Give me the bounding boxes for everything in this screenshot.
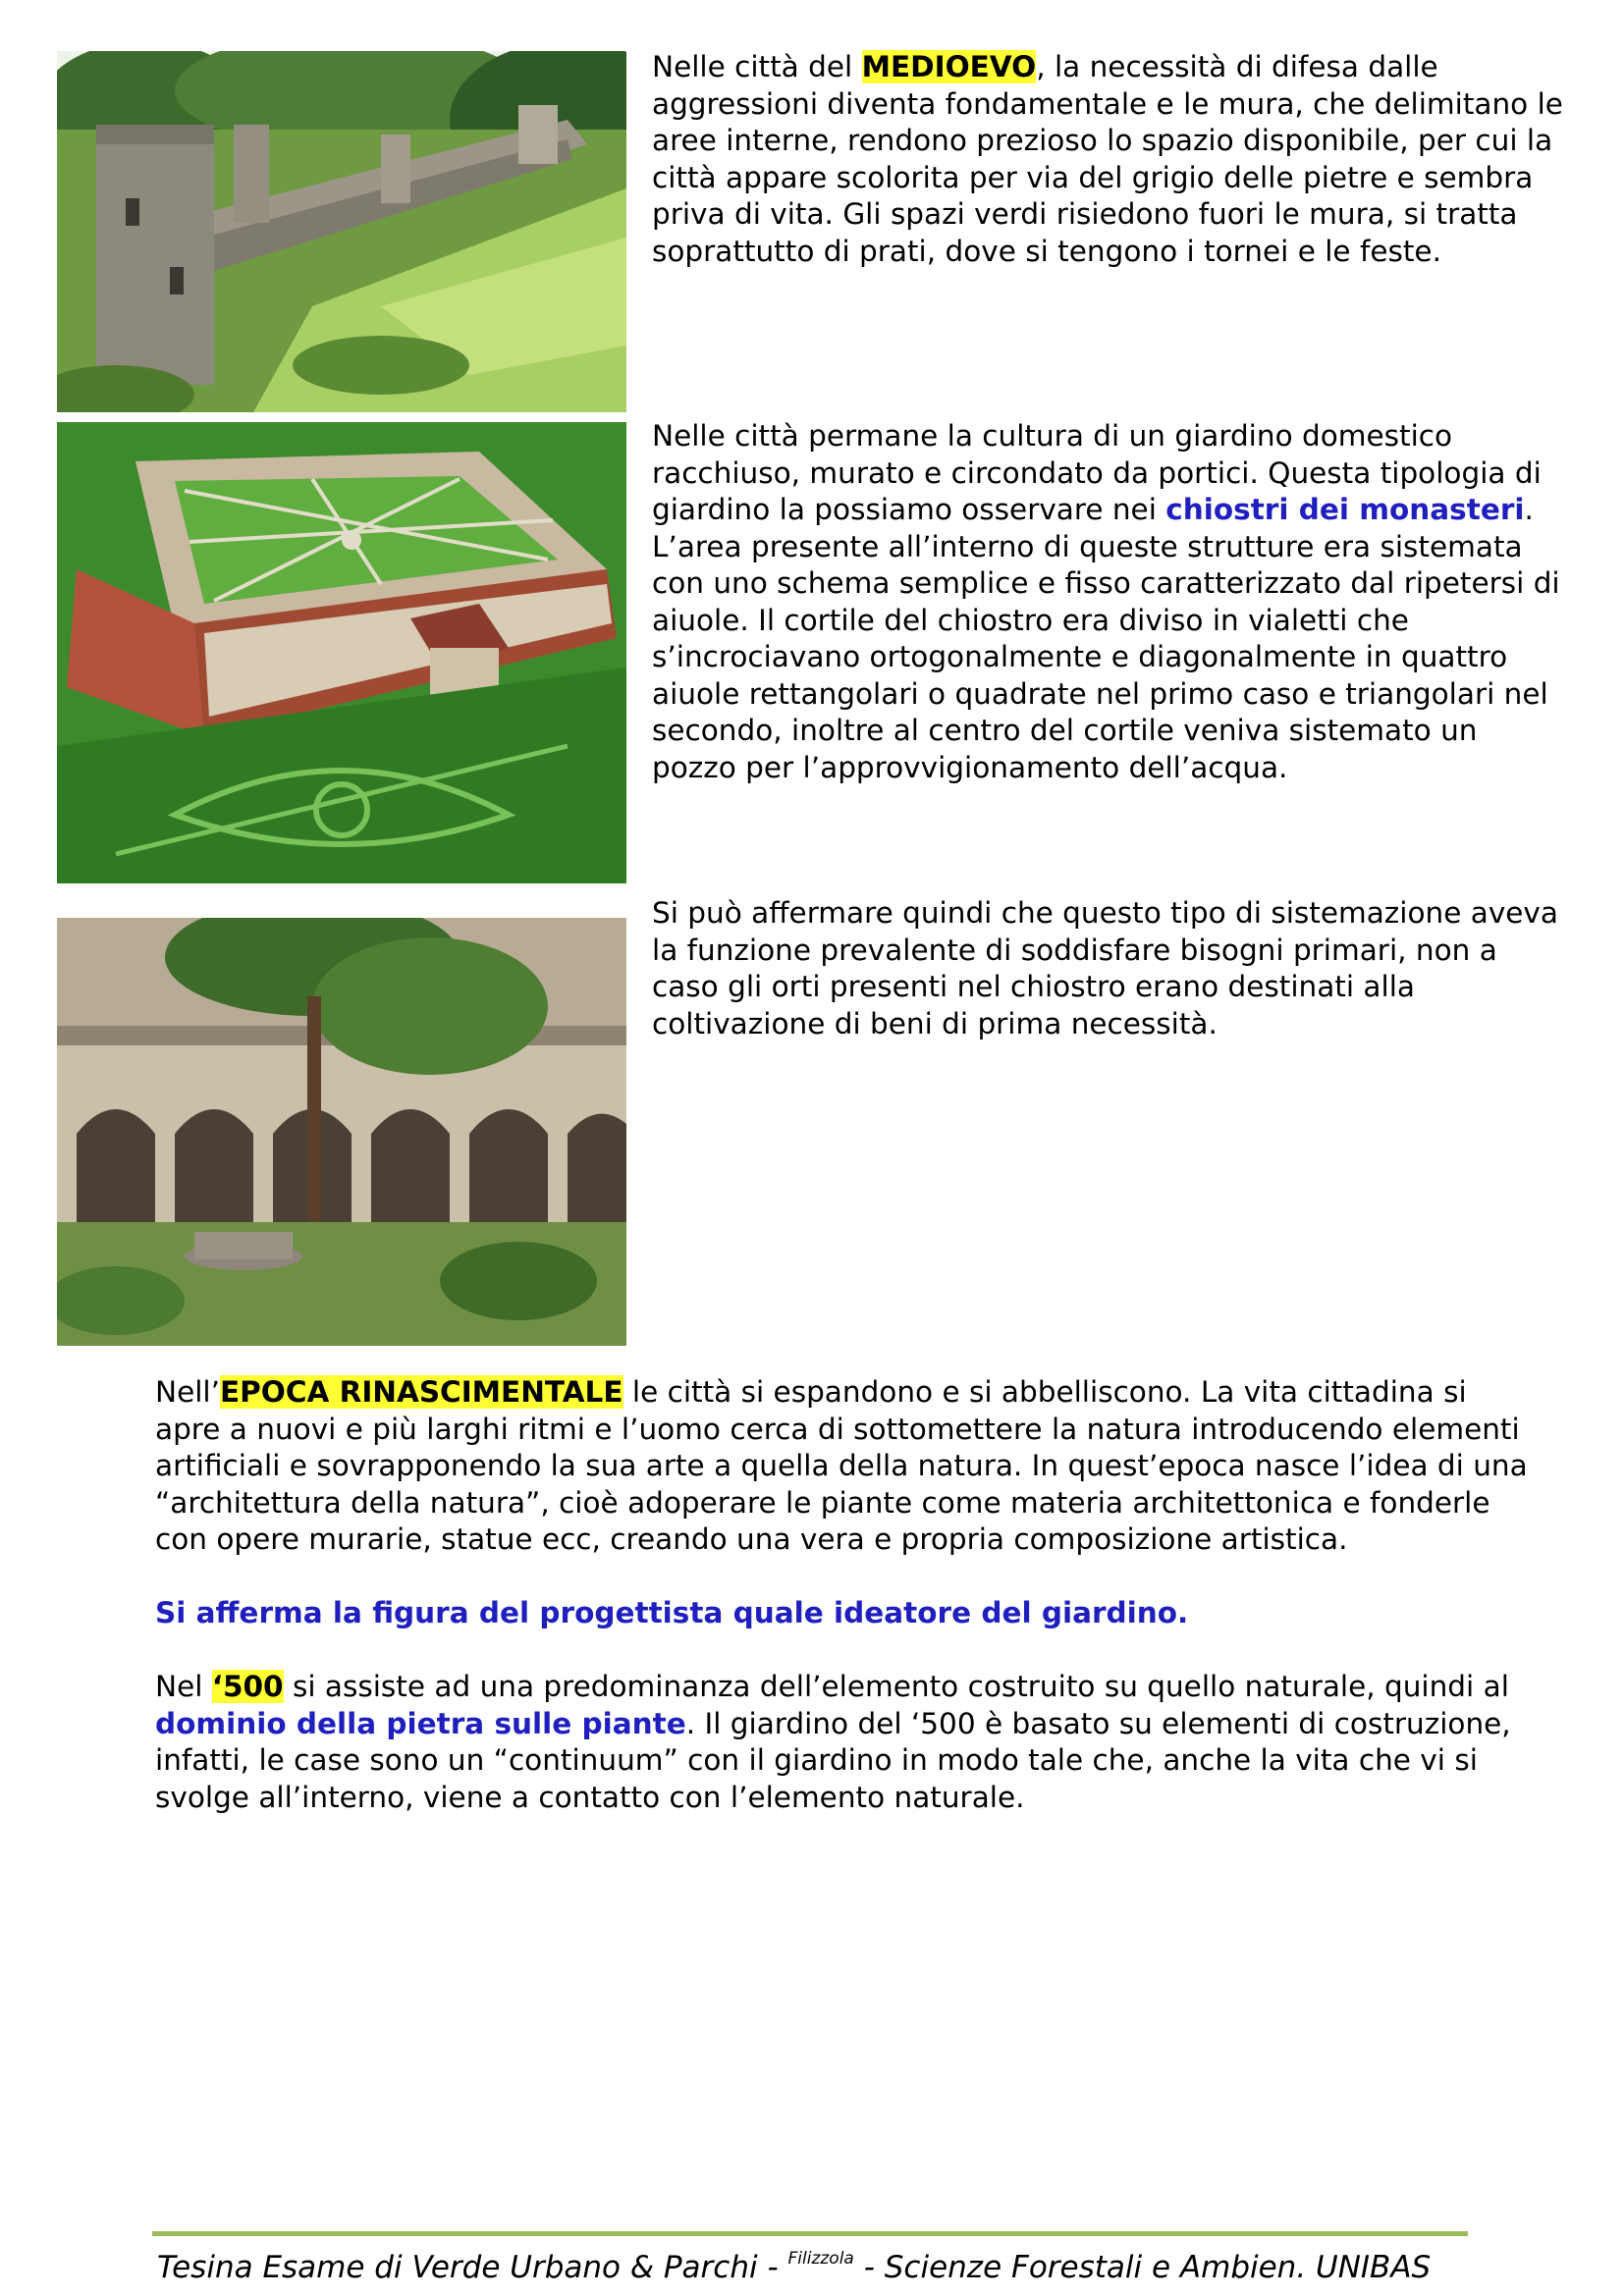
footer-author: Filizzola bbox=[787, 2249, 854, 2269]
emphasis-chiostri: chiostri dei monasteri bbox=[1165, 493, 1525, 526]
paragraph-rinascimento bbox=[155, 1374, 1530, 1559]
highlight-rinascimento: EPOCA RINASCIMENTALE bbox=[220, 1375, 623, 1409]
text-run: Nel bbox=[155, 1670, 212, 1703]
text-run: Nelle città del bbox=[652, 50, 862, 83]
text-run: , la necessità di difesa dalle aggressioni diventa fondamentale e le mura, che delimitano le aree interne, rendono prezioso lo spazio disponibile, per cui la città appare scolorita per via del grigio delle pietre e sembra priva di vita. Gli spazi verdi risiedono fuori le mura, si tratta soprattutto di prati, dove si tengono i tornei e le feste. bbox=[652, 50, 1563, 268]
emphasis-dominio: dominio della pietra sulle piante bbox=[155, 1706, 686, 1740]
highlight-medioevo: MEDIOEVO bbox=[861, 50, 1037, 83]
text-run: Si può affermare quindi che questo tipo di sistemazione aveva la funzione prevalente di soddisfare bisogni primari, non a caso gli orti presenti nel chiostro erano destinati alla coltivazione di beni di prima necessità. bbox=[652, 896, 1558, 1041]
text-run: Nelle città permane la cultura di un giardino domestico racchiuso, murato e circondato da portici. Questa tipologia di giardino la possiamo osservare nei bbox=[652, 419, 1542, 526]
paragraph-chiostri bbox=[652, 418, 1565, 786]
text-run: le città si espandono e si abbelliscono. La vita cittadina si apre a nuovi e più larghi ritmi e l’uomo cerca di sottomettere la natura introducendo elementi artificiali e sovrapponendo la sua arte a quella della natura. In quest’epoca nasce l’idea di una “architettura della natura”, cioè adoperare le piante come materia architettonica e fonderle con opere murarie, statue ecc, creando una vera e propria composizione artistica. bbox=[155, 1375, 1528, 1556]
paragraph-funzione bbox=[652, 895, 1565, 1042]
highlight-500: ‘500 bbox=[211, 1670, 284, 1703]
text-run: si assiste ad una predominanza dell’elemento costruito su quello naturale, quindi al bbox=[283, 1670, 1509, 1703]
cloister-aerial-photo bbox=[57, 422, 626, 883]
footer-title: Tesina Esame di Verde Urbano & Parchi - bbox=[157, 2250, 788, 2285]
paragraph-medioevo bbox=[652, 49, 1565, 270]
castle-walls-photo bbox=[57, 51, 626, 412]
paragraph-cinquecento bbox=[155, 1669, 1530, 1816]
page-footer bbox=[157, 2239, 1473, 2287]
footer-institution: - Scienze Forestali e Ambien. UNIBAS bbox=[853, 2250, 1432, 2285]
cloister-courtyard-photo bbox=[57, 918, 626, 1346]
text-run: . Il giardino del ‘500 è basato su elementi di costruzione, infatti, le case sono un “continuum” con il giardino in modo tale che, anche la vita che vi si svolge all’interno, viene a contatto con l’elemento naturale. bbox=[155, 1706, 1511, 1814]
footer-rule bbox=[152, 2231, 1468, 2236]
emphasis-progettista: Si afferma la figura del progettista quale ideatore del giardino. bbox=[155, 1596, 1189, 1629]
paragraph-progettista bbox=[155, 1595, 1530, 1632]
text-run: . L’area presente all’interno di queste strutture era sistemata con uno schema semplice e fisso caratterizzato dal ripetersi di aiuole. Il cortile del chiostro era diviso in vialetti che s’incrociavano ortogonalmente e diagonalmente in quattro aiuole rettangolari o quadrate nel primo caso e triangolari nel secondo, inoltre al centro del cortile veniva sistemato un pozzo per l’approvvigionamento dell’acqua. bbox=[652, 493, 1560, 784]
text-run: Nell’ bbox=[155, 1375, 220, 1409]
